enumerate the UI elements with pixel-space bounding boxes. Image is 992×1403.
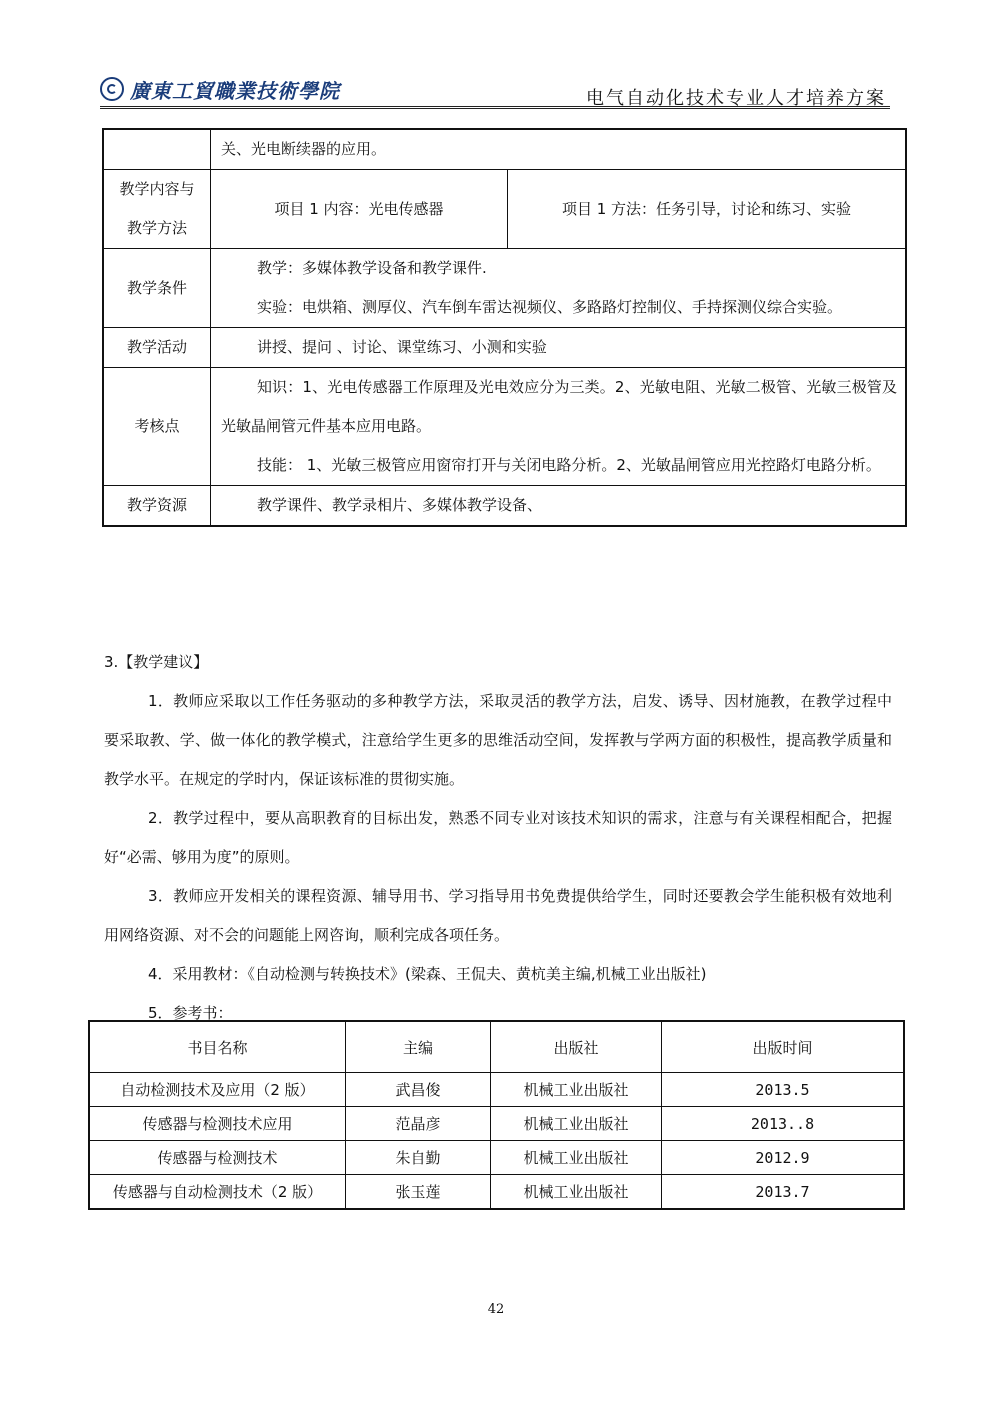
book-date: 2013.5 xyxy=(662,1073,905,1107)
section-heading: 3.【教学建议】 xyxy=(104,653,209,671)
header-divider xyxy=(100,106,890,109)
conditions-teaching: 教学：多媒体教学设备和教学课件. xyxy=(257,259,487,277)
label-resources: 教学资源 xyxy=(103,486,211,527)
book-editor: 范晶彦 xyxy=(346,1107,491,1141)
cell-assessment xyxy=(211,368,907,486)
course-info-table xyxy=(102,128,907,527)
page-number: 42 xyxy=(487,1302,505,1317)
table-row xyxy=(89,1073,904,1107)
conditions-experiment: 实验：电烘箱、测厚仪、汽车倒车雷达视频仪、多路路灯控制仪、手持探测仪综合实验。 xyxy=(257,298,843,316)
label-assessment: 考核点 xyxy=(103,368,211,486)
label-line: 教学内容与 xyxy=(119,180,195,198)
book-date: 2013..8 xyxy=(662,1107,905,1141)
label-activities: 教学活动 xyxy=(103,328,211,368)
cell-activities: 讲授、提问 、讨论、课堂练习、小测和实验 xyxy=(211,328,907,368)
book-publisher: 机械工业出版社 xyxy=(491,1073,662,1107)
book-title: 自动检测技术及应用（2 版） xyxy=(89,1073,346,1107)
cell-project-content: 项目 1 内容：光电传感器 xyxy=(211,170,508,249)
page-header xyxy=(100,70,890,110)
document-title: 电气自动化技术专业人才培养方案 xyxy=(586,88,886,109)
book-title: 传感器与检测技术应用 xyxy=(89,1107,346,1141)
book-date: 2013.7 xyxy=(662,1175,905,1210)
table-row xyxy=(89,1107,904,1141)
assessment-knowledge: 知识：1、光电传感器工作原理及光电效应分为三类。2、光敏电阻、光敏二极管、光敏三极管及光敏晶闸管元件基本应用电路。 xyxy=(221,378,897,435)
suggestion-paragraph-5: 5．参考书： xyxy=(148,1004,233,1022)
book-title: 传感器与检测技术 xyxy=(89,1141,346,1175)
book-editor: 朱自勤 xyxy=(346,1141,491,1175)
empty-label-cell xyxy=(103,129,211,170)
book-editor: 张玉莲 xyxy=(346,1175,491,1210)
college-logo xyxy=(100,74,340,104)
suggestion-paragraph-1: 1．教师应采取以工作任务驱动的多种教学方法，采取灵活的教学方法，启发、诱导、因材施教，在教学过程中要采取教、学、做一体化的教学模式，注意给学生更多的思维活动空间，发挥教与学两方面的积极性，提高教学质量和教学水平。在规定的学时内，保证该标准的贯彻实施。 xyxy=(104,692,892,788)
college-name: 廣東工貿職業技術學院 xyxy=(130,78,340,103)
header-editor: 主编 xyxy=(346,1021,491,1073)
college-emblem-icon xyxy=(100,77,124,101)
table-header-row xyxy=(89,1021,904,1073)
cell-conditions xyxy=(211,249,907,328)
reference-books-table xyxy=(88,1020,905,1210)
cell-continuation: 关、光电断续器的应用。 xyxy=(211,129,907,170)
book-date: 2012.9 xyxy=(662,1141,905,1175)
book-title: 传感器与自动检测技术（2 版） xyxy=(89,1175,346,1210)
book-publisher: 机械工业出版社 xyxy=(491,1175,662,1210)
cell-resources: 教学课件、教学录相片、多媒体教学设备、 xyxy=(211,486,907,527)
table-row xyxy=(89,1141,904,1175)
suggestion-paragraph-2: 2．教学过程中，要从高职教育的目标出发，熟悉不同专业对该技术知识的需求，注意与有关课程相配合，把握好“必需、够用为度”的原则。 xyxy=(104,809,892,866)
teaching-suggestions xyxy=(104,643,892,1033)
book-editor: 武昌俊 xyxy=(346,1073,491,1107)
suggestion-paragraph-3: 3．教师应开发相关的课程资源、辅导用书、学习指导用书免费提供给学生，同时还要教会学生能积极有效地利用网络资源、对不会的问题能上网咨询，顺利完成各项任务。 xyxy=(104,887,892,944)
cell-project-method: 项目 1 方法：任务引导，讨论和练习、实验 xyxy=(508,170,907,249)
header-publisher: 出版社 xyxy=(491,1021,662,1073)
suggestion-paragraph-4: 4．采用教材：《自动检测与转换技术》(梁森、王侃夫、黄杭美主编,机械工业出版社) xyxy=(148,965,707,983)
header-book-title: 书目名称 xyxy=(89,1021,346,1073)
label-conditions: 教学条件 xyxy=(103,249,211,328)
assessment-skills: 技能： 1、光敏三极管应用窗帘打开与关闭电路分析。2、光敏晶闸管应用光控路灯电路分析。 xyxy=(257,456,881,474)
book-publisher: 机械工业出版社 xyxy=(491,1141,662,1175)
book-publisher: 机械工业出版社 xyxy=(491,1107,662,1141)
label-line: 教学方法 xyxy=(126,219,187,237)
label-content-method xyxy=(103,170,211,249)
header-publish-date: 出版时间 xyxy=(662,1021,905,1073)
table-row xyxy=(89,1175,904,1210)
